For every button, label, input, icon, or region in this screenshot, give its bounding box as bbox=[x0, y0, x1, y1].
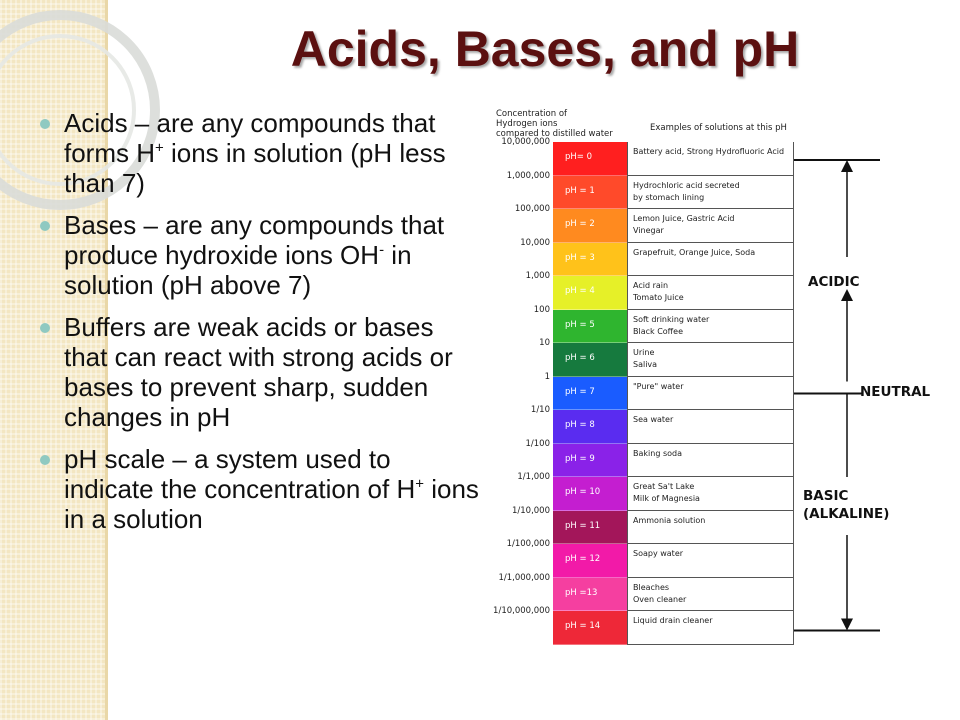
bullet-item bbox=[40, 108, 480, 198]
bullet-text: Bases – are any compounds that produce hydroxide ions OH bbox=[64, 210, 445, 270]
ph-label: pH = 6 bbox=[565, 353, 595, 363]
bullet-text: ions in a solution bbox=[64, 474, 479, 534]
ph-color-cell bbox=[553, 343, 627, 377]
example-text: by stomach lining bbox=[633, 192, 705, 202]
example-text: Acid rain bbox=[633, 281, 669, 290]
neutral-label: NEUTRAL bbox=[860, 384, 931, 400]
bullet-list bbox=[40, 108, 480, 546]
ph-color-cell bbox=[553, 142, 627, 176]
example-text: Milk of Magnesia bbox=[633, 494, 700, 503]
example-cell bbox=[627, 343, 794, 377]
example-cell bbox=[627, 410, 794, 444]
ph-label: pH = 9 bbox=[565, 453, 595, 464]
concentration-value: 100,000 bbox=[514, 204, 550, 214]
ph-color-cell bbox=[553, 544, 627, 578]
ph-label: pH= 0 bbox=[565, 152, 593, 162]
bullet-dot bbox=[40, 119, 50, 129]
bullet-item bbox=[40, 312, 480, 432]
bullet-text: pH scale – a system used to indicate the concentration of H bbox=[64, 444, 416, 504]
ph-row bbox=[490, 606, 800, 645]
concentration-value: 10,000 bbox=[520, 237, 550, 248]
example-text: Vinegar bbox=[633, 226, 664, 235]
acidic-arrow-up bbox=[841, 160, 853, 172]
ph-color-cell bbox=[553, 611, 627, 645]
ph-label: pH =13 bbox=[565, 587, 598, 598]
example-cell bbox=[627, 276, 794, 310]
ph-label: pH = 7 bbox=[565, 386, 595, 397]
example-cell bbox=[627, 611, 794, 645]
concentration-value: 10 bbox=[539, 338, 550, 348]
example-cell bbox=[627, 176, 794, 210]
bullet-text: Acids – are any compounds that forms H bbox=[64, 108, 436, 168]
concentration-value: 1/100,000 bbox=[506, 539, 550, 549]
acidic-label: ACIDIC bbox=[808, 274, 860, 290]
example-text: "Pure" water bbox=[633, 381, 684, 391]
example-text: Sea water bbox=[633, 415, 674, 424]
concentration-value: 1,000,000 bbox=[506, 170, 550, 181]
concentration-value: 10,000,000 bbox=[501, 137, 550, 147]
example-cell bbox=[627, 578, 794, 612]
ph-label: pH = 11 bbox=[565, 520, 601, 531]
example-text: Black Coffee bbox=[633, 326, 684, 336]
example-cell bbox=[627, 142, 794, 176]
example-text: Saliva bbox=[633, 360, 658, 369]
concentration-header-line: Hydrogen ions bbox=[496, 119, 558, 129]
example-text: Bleaches bbox=[633, 582, 670, 592]
concentration-header-line: Concentration of bbox=[496, 109, 568, 119]
ph-label: pH = 8 bbox=[565, 420, 595, 430]
example-text: Oven cleaner bbox=[633, 594, 687, 604]
alkaline-label: (ALKALINE) bbox=[803, 506, 890, 522]
example-cell bbox=[627, 477, 794, 511]
ph-color-cell bbox=[553, 209, 627, 243]
example-text: Great Sa't Lake bbox=[633, 482, 695, 491]
ph-color-cell bbox=[553, 276, 627, 310]
example-text: Baking soda bbox=[633, 448, 682, 458]
ph-scale-chart bbox=[490, 105, 960, 650]
bullet-item bbox=[40, 210, 480, 300]
concentration-header-line: compared to distilled water bbox=[496, 129, 613, 139]
bullet-item bbox=[40, 444, 480, 534]
ph-label: pH = 4 bbox=[565, 286, 595, 296]
ph-color-cell bbox=[553, 444, 627, 478]
slide-title: Acids, Bases, and pH bbox=[290, 21, 800, 77]
ph-color-cell bbox=[553, 176, 627, 210]
example-cell bbox=[627, 377, 794, 411]
ph-label: pH = 12 bbox=[565, 554, 601, 564]
bullet-text: Buffers are weak acids or bases that can react with strong acids or bases to prevent sharp, sudden changes in pH bbox=[64, 312, 453, 432]
example-text: Hydrochloric acid secreted bbox=[633, 180, 740, 190]
concentration-value: 1/10,000 bbox=[511, 505, 550, 516]
superscript: + bbox=[415, 475, 424, 493]
example-cell bbox=[627, 511, 794, 545]
example-cell bbox=[627, 444, 794, 478]
example-text: Urine bbox=[633, 348, 655, 357]
ph-label: pH = 14 bbox=[565, 621, 601, 631]
ph-label: pH = 1 bbox=[565, 185, 595, 196]
superscript: + bbox=[155, 139, 164, 157]
example-cell bbox=[627, 310, 794, 344]
example-text: Battery acid, Strong Hydrofluoric Acid bbox=[633, 147, 785, 156]
concentration-value: 1/100 bbox=[525, 438, 550, 449]
example-text: Liquid drain cleaner bbox=[633, 616, 713, 625]
ph-color-cell bbox=[553, 410, 627, 444]
ph-color-cell bbox=[553, 511, 627, 545]
concentration-value: 1 bbox=[544, 371, 550, 382]
bullet-dot bbox=[40, 455, 50, 465]
bullet-dot bbox=[40, 323, 50, 333]
example-text: Tomato Juice bbox=[633, 293, 684, 302]
ph-color-cell bbox=[553, 310, 627, 344]
concentration-value: 100 bbox=[533, 304, 550, 315]
concentration-value: 1/1,000 bbox=[517, 472, 550, 482]
bullet-text: in solution (pH above 7) bbox=[64, 240, 412, 300]
superscript: - bbox=[379, 241, 385, 259]
ph-label: pH = 10 bbox=[565, 487, 601, 497]
concentration-value: 1/1,000,000 bbox=[498, 572, 550, 583]
ph-label: pH = 2 bbox=[565, 219, 595, 229]
example-text: Grapefruit, Orange Juice, Soda bbox=[633, 247, 756, 257]
ph-label: pH = 5 bbox=[565, 319, 595, 330]
bullet-dot bbox=[40, 221, 50, 231]
ph-color-cell bbox=[553, 243, 627, 277]
ph-color-cell bbox=[553, 477, 627, 511]
example-cell bbox=[627, 243, 794, 277]
example-text: Soft drinking water bbox=[633, 314, 710, 324]
example-cell bbox=[627, 209, 794, 243]
examples-header: Examples of solutions at this pH bbox=[650, 123, 787, 133]
concentration-value: 1,000 bbox=[525, 271, 550, 281]
ph-label: pH = 3 bbox=[565, 252, 595, 263]
ph-color-cell bbox=[553, 377, 627, 411]
bullet-text: ions in solution (pH less than 7) bbox=[64, 138, 446, 198]
concentration-value: 1/10,000,000 bbox=[493, 606, 550, 616]
ph-color-cell bbox=[553, 578, 627, 612]
example-text: Ammonia solution bbox=[633, 515, 706, 525]
basic-label: BASIC bbox=[803, 488, 849, 504]
concentration-value: 1/10 bbox=[530, 405, 550, 415]
example-cell bbox=[627, 544, 794, 578]
example-text: Lemon Juice, Gastric Acid bbox=[633, 214, 735, 223]
example-text: Soapy water bbox=[633, 549, 684, 558]
basic-arrow-down bbox=[841, 619, 853, 631]
